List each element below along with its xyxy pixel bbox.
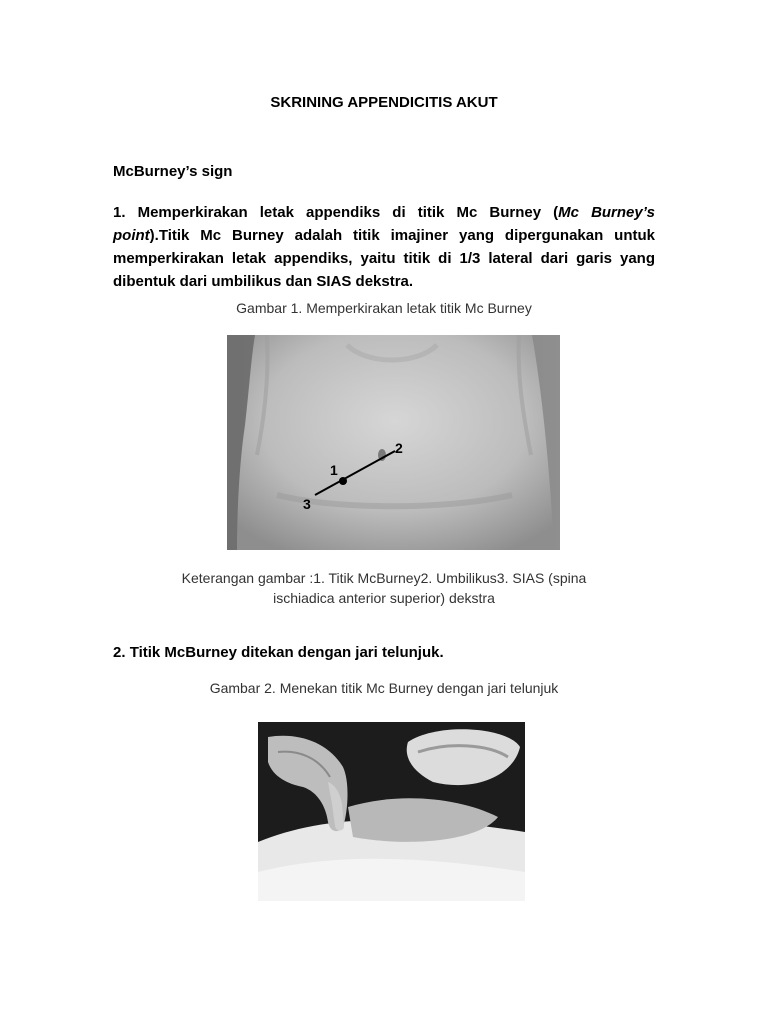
step-1-text-b: ).Titik Mc Burney adalah titik imajiner yang dipergunakan untuk memperkirakan letak appendiks, yaitu titik di 1/3 lateral dari garis yang dibentuk dari umbilikus dan SIAS dekstra. [113, 227, 655, 290]
document-title: SKRINING APPENDICITIS AKUT [270, 94, 498, 111]
abdomen-illustration [227, 335, 560, 550]
section-heading: McBurney’s sign [113, 163, 233, 180]
figure-1-abdomen-photo [227, 335, 560, 550]
figure-1-caption: Gambar 1. Memperkirakan letak titik Mc Burney [236, 300, 532, 316]
step-2-heading [113, 644, 444, 661]
step-2-number: 2. [113, 644, 126, 661]
mcburney-point-marker [339, 477, 347, 485]
palpation-illustration [258, 722, 525, 901]
figure-2-caption: Gambar 2. Menekan titik Mc Burney dengan jari telunjuk [209, 680, 559, 696]
step-1-paragraph [113, 201, 655, 293]
figure-1-legend [113, 568, 655, 608]
step-2-text: Titik McBurney ditekan dengan jari telunjuk. [129, 644, 444, 661]
figure-1-legend-line-1: Keterangan gambar :1. Titik McBurney2. Umbilikus3. SIAS (spina [181, 570, 587, 586]
figure-1-legend-line-2: ischiadica anterior superior) dekstra [273, 590, 495, 606]
figure-2-palpation-photo [258, 722, 525, 901]
label-3: 3 [303, 496, 311, 512]
label-2: 2 [395, 440, 403, 456]
label-1: 1 [330, 462, 338, 478]
step-1-italic-term: Mc Burney’s point [113, 204, 655, 244]
step-1-text-a: 1. Memperkirakan letak appendiks di titik Mc Burney ( [113, 204, 559, 221]
